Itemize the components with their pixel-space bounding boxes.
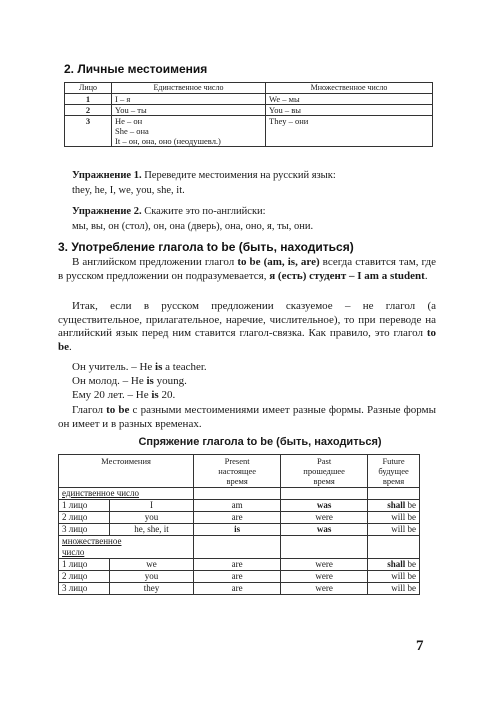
column-header-future: Future будущее время: [368, 455, 420, 488]
bold-term: to be (am, is, are): [237, 256, 320, 268]
verb: is: [151, 389, 159, 401]
column-header-singular: Единственное число: [112, 83, 266, 94]
verb: is: [155, 361, 163, 373]
table-row: [59, 500, 420, 512]
text-run: .: [69, 340, 72, 353]
group-row-singular: [59, 488, 420, 500]
present-cell: are: [194, 571, 281, 583]
table-row: [59, 524, 420, 536]
future-modal: shall: [387, 500, 406, 510]
text-run: В английском предложении глагол: [72, 256, 238, 268]
past-cell: was: [281, 524, 368, 536]
group-row-plural: [59, 536, 420, 559]
exercise-1-task: Переведите местоимения на русский язык:: [144, 170, 336, 181]
text-run: a teacher.: [162, 361, 207, 373]
example-line: [72, 375, 187, 388]
bold-term: to be: [58, 327, 436, 353]
pronoun-cell: you: [110, 512, 194, 524]
future-rest: be: [405, 559, 416, 569]
column-header-plural: Множественное число: [266, 83, 433, 94]
future-cell: [368, 571, 420, 583]
person-cell: 3: [65, 116, 112, 147]
past-cell: were: [281, 559, 368, 571]
conjugation-table: [58, 454, 420, 595]
future-rest: be: [405, 500, 416, 510]
future-cell: [368, 524, 420, 536]
pronoun-cell: he, she, it: [110, 524, 194, 536]
section-2-heading: 2. Личные местоимения: [64, 62, 208, 76]
text-run: Он молод. – He: [72, 375, 147, 387]
past-cell: were: [281, 512, 368, 524]
person-cell: 3 лицо: [59, 524, 110, 536]
verb: is: [146, 375, 154, 387]
example-line: [72, 361, 207, 374]
column-header-person: Лицо: [65, 83, 112, 94]
singular-line: She – она: [115, 126, 149, 136]
column-header-present: Present настоящее время: [194, 455, 281, 488]
pronoun-cell: they: [110, 583, 194, 595]
person-cell: 1 лицо: [59, 500, 110, 512]
past-cell: was: [281, 500, 368, 512]
text-run: .: [424, 269, 428, 282]
past-cell: were: [281, 583, 368, 595]
column-header-pronouns: Местоимения: [59, 455, 194, 488]
future-modal: shall: [387, 559, 406, 569]
conjugation-table-header: [59, 455, 420, 488]
text-run: Он учитель. – He: [72, 361, 156, 373]
example-line: [72, 389, 175, 402]
table-row: [59, 571, 420, 583]
singular-cell: I – я: [112, 94, 266, 105]
present-cell: are: [194, 583, 281, 595]
table-row: [65, 94, 433, 105]
section-3-heading: 3. Употребление глагола to be (быть, находиться): [58, 240, 354, 254]
text-run: Глагол: [72, 404, 107, 416]
singular-cell: [112, 116, 266, 147]
future-cell: [368, 583, 420, 595]
singular-line: He – он: [115, 116, 143, 126]
person-cell: 2 лицо: [59, 512, 110, 524]
text-run: Ему 20 лет. – He: [72, 389, 152, 401]
table-row: [65, 116, 433, 147]
singular-line: It – он, она, оно (неодушевл.): [115, 136, 221, 146]
text-run: Итак, если в русском предложении сказуемое – не глагол (а существительное, прилагательное, наречие, числительное), то при переводе на английский язык перед ним ставится глагол-связка. Как правило, это глагол: [58, 300, 436, 340]
singular-group-label: единственное число: [59, 488, 194, 500]
text-run: с разными местоимениями имеет разные формы. Разные формы он имеет и в разных временах.: [58, 404, 436, 430]
pronoun-cell: I: [110, 500, 194, 512]
person-cell: 3 лицо: [59, 583, 110, 595]
paragraph-3: [58, 404, 436, 431]
past-cell: were: [281, 571, 368, 583]
bold-term: to be: [106, 404, 130, 416]
singular-cell: You – ты: [112, 105, 266, 116]
table-row: [65, 105, 433, 116]
future-rest: will be: [391, 583, 416, 593]
present-cell: are: [194, 559, 281, 571]
page-number: 7: [416, 638, 424, 654]
exercise-2-label: Упражнение 2.: [72, 206, 142, 217]
table-row: [59, 512, 420, 524]
pronoun-cell: we: [110, 559, 194, 571]
conjugation-table-title: Спряжение глагола to be (быть, находиться): [138, 436, 382, 448]
exercise-2-content: мы, вы, он (стол), он, она (дверь), она, оно, я, ты, они.: [72, 221, 314, 232]
text-run: 20.: [158, 389, 176, 401]
table-row: [59, 559, 420, 571]
present-cell: am: [194, 500, 281, 512]
plural-cell: You – вы: [266, 105, 433, 116]
paragraph-2: [58, 300, 436, 354]
present-cell: are: [194, 512, 281, 524]
bold-example: я (есть) студент – I am a student: [269, 269, 425, 282]
exercise-2: [72, 204, 432, 234]
exercise-1: [72, 168, 432, 198]
pronoun-cell: you: [110, 571, 194, 583]
plural-cell: They – они: [266, 116, 433, 147]
text-run: всегда ставится там, где в русском предложении он подразумевается,: [58, 256, 436, 282]
future-rest: will be: [391, 524, 416, 534]
exercise-1-label: Упражнение 1.: [72, 170, 142, 181]
future-rest: will be: [391, 512, 416, 522]
table-row: [59, 583, 420, 595]
pronouns-table: [64, 82, 433, 147]
person-cell: 1: [65, 94, 112, 105]
future-cell: [368, 500, 420, 512]
column-header-past: Past прошедшее время: [281, 455, 368, 488]
person-cell: 2 лицо: [59, 571, 110, 583]
plural-group-label: множественное число: [59, 536, 194, 559]
plural-cell: We – мы: [266, 94, 433, 105]
future-rest: will be: [391, 571, 416, 581]
exercise-2-task: Скажите это по-английски:: [144, 206, 266, 217]
person-cell: 2: [65, 105, 112, 116]
text-run: young.: [153, 375, 187, 387]
paragraph-1: [58, 256, 436, 283]
future-cell: [368, 512, 420, 524]
exercise-1-content: they, he, I, we, you, she, it.: [72, 185, 185, 196]
future-cell: [368, 559, 420, 571]
present-cell: is: [194, 524, 281, 536]
person-cell: 1 лицо: [59, 559, 110, 571]
pronouns-table-header: [65, 83, 433, 94]
